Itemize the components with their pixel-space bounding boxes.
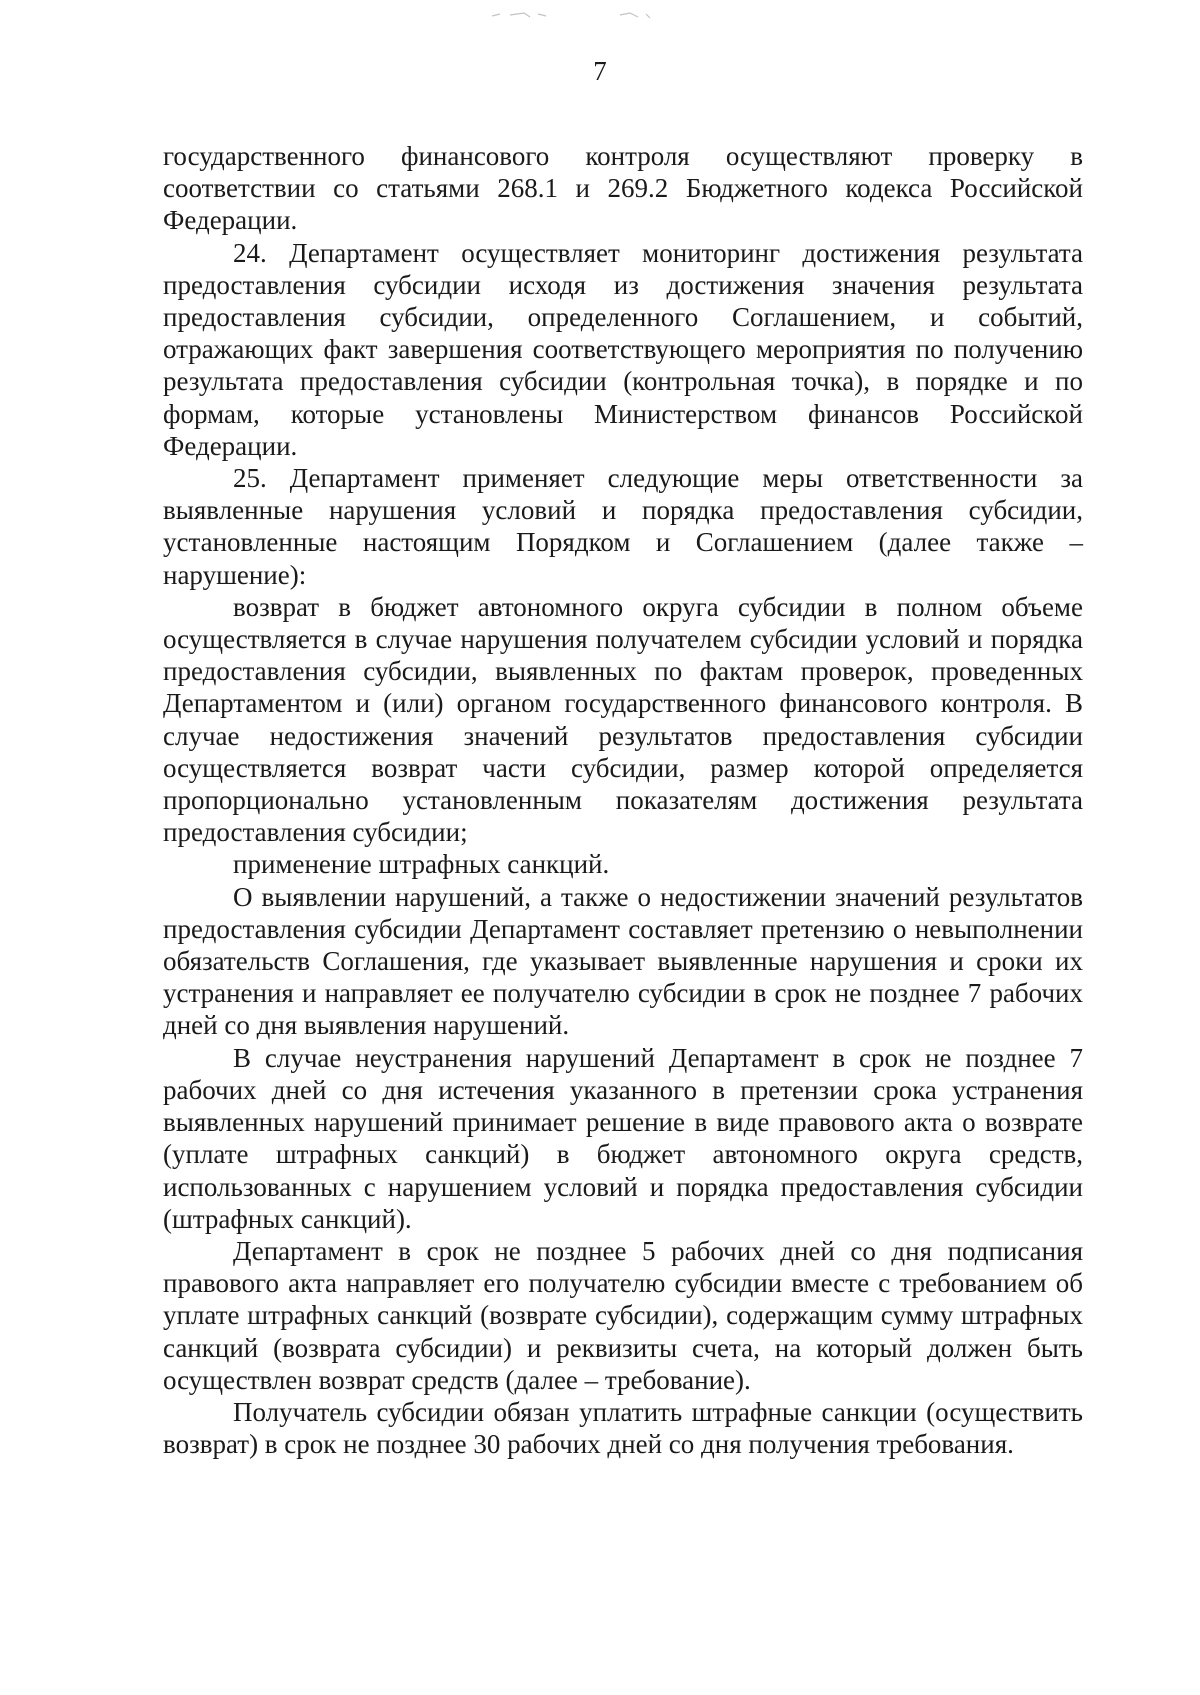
paragraph-non-remedy: В случае неустранения нарушений Департамент в срок не позднее 7 рабочих дней со дня истечения указанного в претензии срока устранения выявленных нарушений принимает решение в виде правового акта о возврате (уплате штрафных санкций) в бюджет автономного округа средств, использованных с нарушением условий и порядка предоставления субсидии (штрафных санкций). <box>163 1042 1083 1234</box>
paragraph-claim: О выявлении нарушений, а также о недостижении значений результатов предоставления субсидии Департамент составляет претензию о невыполнении обязательств Соглашения, где указывает выявленные нарушения и сроки их устранения и направляет ее получателю субсидии в срок не позднее 7 рабочих дней со дня выявления нарушений. <box>163 881 1083 1041</box>
page-number: 7 <box>593 56 607 86</box>
paragraph-25: 25. Департамент применяет следующие меры ответственности за выявленные нарушения условий и порядка предоставления субсидии, установленные настоящим Порядком и Соглашением (далее также – нарушение): <box>163 463 1083 590</box>
paragraph-1: государственного финансового контроля осуществляют проверку в соответствии со статьями 268.1 и 269.2 Бюджетного кодекса Российской Федерации. <box>163 141 1083 236</box>
paragraph-refund: возврат в бюджет автономного округа субсидии в полном объеме осуществляется в случае нарушения получателем субсидии условий и порядка предоставления субсидии, выявленных по фактам проверок, проведенных Департаментом и (или) органом государственного финансового контроля. В случае недостижения значений результатов предоставления субсидии осуществляется возврат части субсидии, размер которой определяется пропорционально установленным показателям достижения результата предоставления субсидии; <box>163 591 1083 848</box>
paragraph-recipient-obligation: Получатель субсидии обязан уплатить штрафные санкции (осуществить возврат) в срок не позднее 30 рабочих дней со дня получения требования. <box>163 1396 1083 1460</box>
document-body <box>163 140 1083 1460</box>
scan-artifact <box>490 6 730 28</box>
paragraph-legal-act: Департамент в срок не позднее 5 рабочих дней со дня подписания правового акта направляет его получателю субсидии вместе с требованием об уплате штрафных санкций (возврате субсидии), содержащим сумму штрафных санкций (возврата субсидии) и реквизиты счета, на который должен быть осуществлен возврат средств (далее – требование). <box>163 1235 1083 1395</box>
paragraph-penalties: применение штрафных санкций. <box>233 849 610 880</box>
paragraph-24: 24. Департамент осуществляет мониторинг достижения результата предоставления субсидии исходя из достижения значения результата предоставления субсидии, определенного Соглашением, и событий, отражающих факт завершения соответствующего мероприятия по получению результата предоставления субсидии (контрольная точка), в порядке и по формам, которые установлены Министерством финансов Российской Федерации. <box>163 237 1083 461</box>
